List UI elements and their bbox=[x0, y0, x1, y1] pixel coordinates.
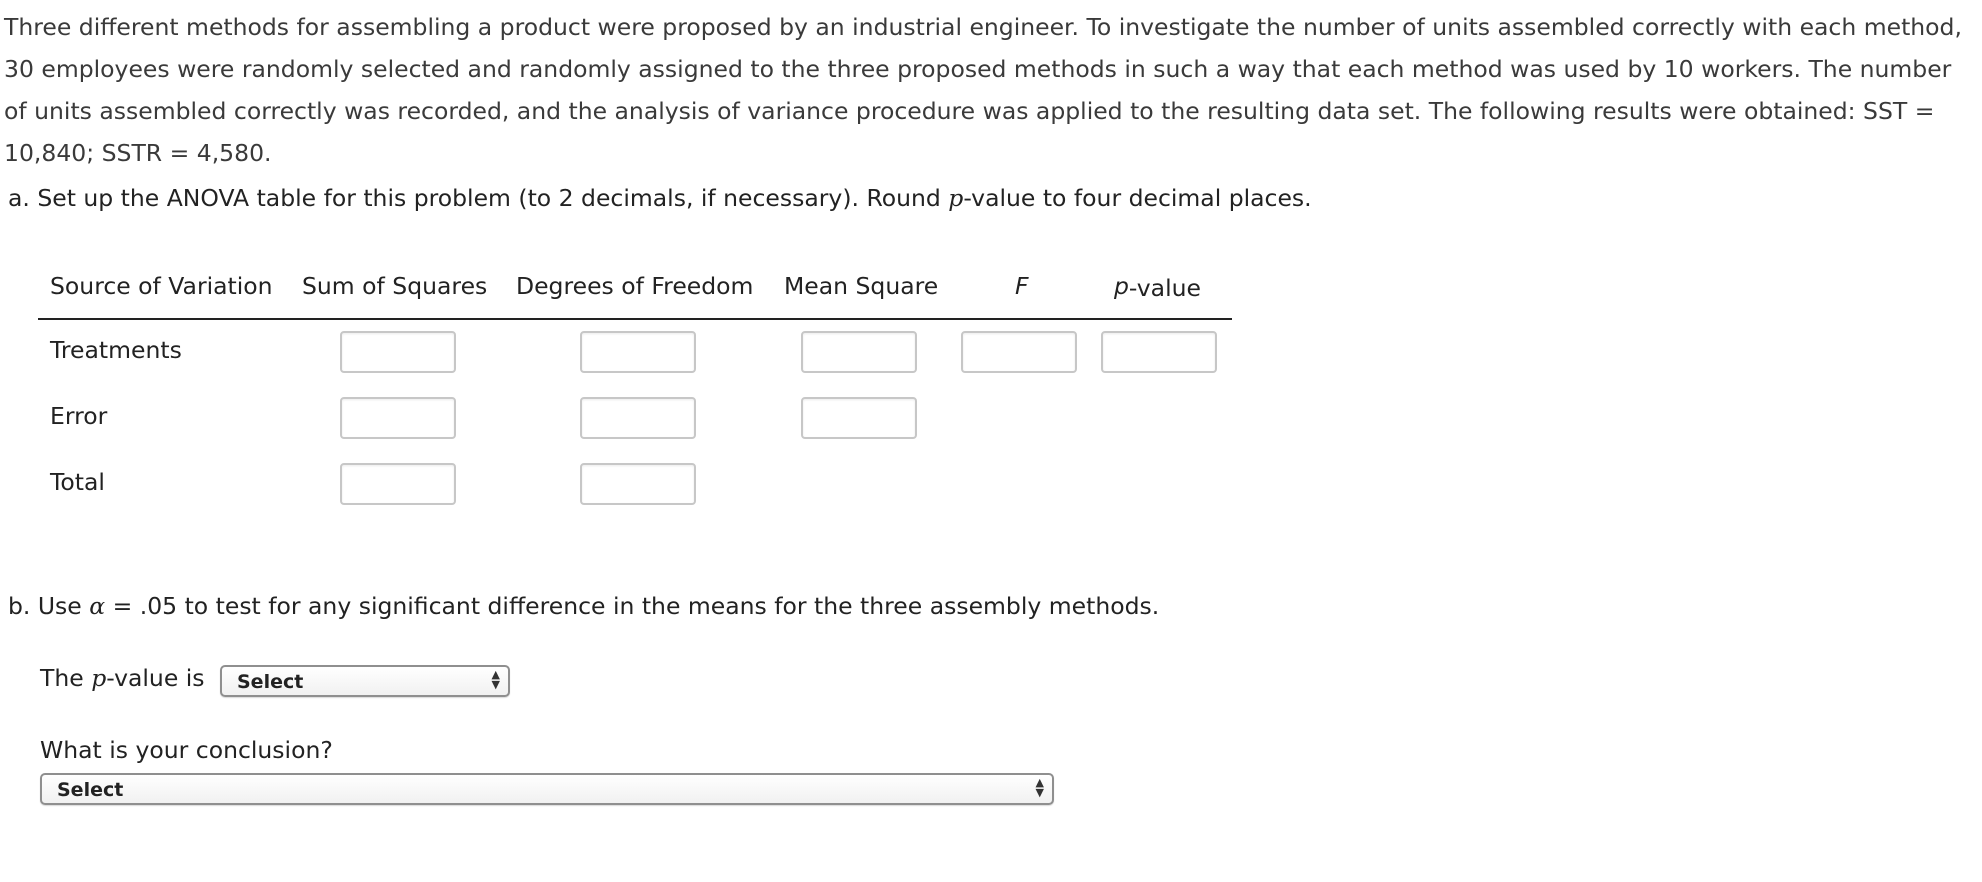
anova-table-header bbox=[38, 270, 1232, 320]
treatments-degrees-of-freedom-input[interactable] bbox=[580, 331, 696, 373]
treatments-sum-of-squares-input[interactable] bbox=[340, 331, 456, 373]
pvalue-suffix: -value is bbox=[106, 664, 205, 692]
pvalue-p-symbol: p bbox=[91, 664, 107, 692]
total-sum-of-squares-input[interactable] bbox=[340, 463, 456, 505]
row-label-error: Error bbox=[50, 402, 108, 430]
part-a-p-symbol: p bbox=[948, 184, 964, 212]
header-degrees-of-freedom: Degrees of Freedom bbox=[516, 272, 754, 300]
part-a-suffix: -value to four decimal places. bbox=[963, 184, 1312, 212]
pvalue-question-label bbox=[40, 664, 205, 692]
conclusion-question-label: What is your conclusion? bbox=[40, 736, 333, 764]
problem-statement: Three different methods for assembling a product were proposed by an industrial engineer. To investigate the number of units assembled correctly with each method, 30 employees were randomly selected and randomly assigned to the three proposed methods in such a way that each method was used by 10 workers. The number of units assembled correctly was recorded, and the analysis of variance procedure was applied to the resulting data set. The following results were obtained: SST = 10,840; SSTR = 4,580. bbox=[4, 13, 1962, 167]
error-degrees-of-freedom-input[interactable] bbox=[580, 397, 696, 439]
part-b-instruction bbox=[8, 592, 1159, 620]
pvalue-select[interactable] bbox=[220, 665, 510, 697]
pvalue-prefix: The bbox=[40, 664, 92, 692]
part-a-instruction bbox=[8, 184, 1312, 212]
header-source-of-variation: Source of Variation bbox=[50, 272, 273, 300]
row-label-treatments: Treatments bbox=[50, 336, 182, 364]
treatments-p-value-input[interactable] bbox=[1101, 331, 1217, 373]
treatments-mean-square-input[interactable] bbox=[801, 331, 917, 373]
header-f-symbol: F bbox=[1015, 272, 1029, 300]
header-mean-square: Mean Square bbox=[784, 272, 939, 300]
error-mean-square-input[interactable] bbox=[801, 397, 917, 439]
header-p-value bbox=[1114, 272, 1201, 302]
header-p-suffix: -value bbox=[1128, 274, 1201, 302]
header-f bbox=[1015, 272, 1029, 300]
total-degrees-of-freedom-input[interactable] bbox=[580, 463, 696, 505]
error-sum-of-squares-input[interactable] bbox=[340, 397, 456, 439]
header-sum-of-squares: Sum of Squares bbox=[302, 272, 488, 300]
select-arrows-icon: ▲ ▼ bbox=[491, 668, 500, 691]
part-a-prefix: a. Set up the ANOVA table for this problem (to 2 decimals, if necessary). Round bbox=[8, 184, 949, 212]
part-b-alpha-symbol: α bbox=[89, 592, 106, 620]
row-label-total: Total bbox=[50, 468, 105, 496]
pvalue-select-value: Select bbox=[237, 671, 304, 693]
conclusion-select[interactable] bbox=[40, 773, 1054, 805]
header-p-symbol: p bbox=[1114, 272, 1129, 300]
select-arrows-icon: ▲ ▼ bbox=[1035, 776, 1044, 799]
conclusion-select-value: Select bbox=[57, 779, 124, 801]
part-b-suffix: = .05 to test for any significant difference in the means for the three assembly methods. bbox=[105, 592, 1160, 620]
treatments-f-input[interactable] bbox=[961, 331, 1077, 373]
part-b-prefix: b. Use bbox=[8, 592, 90, 620]
